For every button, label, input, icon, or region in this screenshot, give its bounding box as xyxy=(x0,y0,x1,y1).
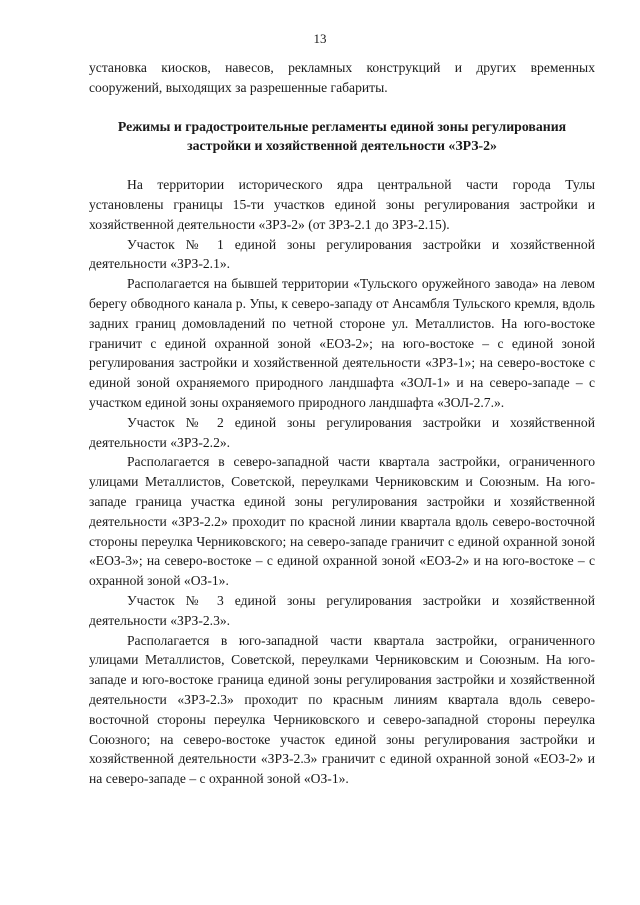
document-body xyxy=(89,58,595,789)
paragraph-plot-1-title: Участок № 1 единой зоны регулирования застройки и хозяйственной деятельности «ЗРЗ-2.1». xyxy=(89,236,595,272)
paragraph-plot-2-title: Участок № 2 единой зоны регулирования застройки и хозяйственной деятельности «ЗРЗ-2.2». xyxy=(89,414,595,450)
paragraph-plot-2-description: Располагается в северо-западной части квартала застройки, ограниченного улицами Металлистов, Советской, переулками Черниковским и Союзным. На юго-западе граница участка единой зоны регулирования застройки и хозяйственной деятельности «ЗРЗ-2.2» проходит по красной линии квартала вдоль северо-восточной стороны переулка Черниковского; на северо-западе граничит с единой охранной зоной «ЕОЗ-3»; на северо-востоке – с единой охранной зоной «ЕОЗ-2» и на юго-востоке – с охранной зоной «ОЗ-1». xyxy=(89,454,595,589)
paragraph-plot-3-title: Участок № 3 единой зоны регулирования застройки и хозяйственной деятельности «ЗРЗ-2.3». xyxy=(89,592,595,628)
paragraph-territory: На территории исторического ядра центральной части города Тулы установлены границы 15-ти участков единой зоны регулирования застройки и хозяйственной деятельности «ЗРЗ-2» (от ЗРЗ-2.1 до ЗРЗ-2.15). xyxy=(89,177,595,232)
section-heading: Режимы и градостроительные регламенты единой зоны регулирования застройки и хозяйственной деятельности «ЗРЗ-2» xyxy=(117,118,567,154)
page-number: 13 xyxy=(313,31,327,46)
paragraph-plot-3-description: Располагается в юго-западной части квартала застройки, ограниченного улицами Металлистов, Советской, переулками Черниковским и Союзным. На юго-западе и юго-востоке граница единой зоны регулирования застройки и хозяйственной деятельности «ЗРЗ-2.3» проходит по красным линиям квартала вдоль северо-восточной стороны переулка Черниковского и северо-западной стороны переулка Союзного; на северо-востоке участок единой зоны регулирования застройки и хозяйственной деятельности «ЗРЗ-2.3» граничит с единой охранной зоной «ЕОЗ-2» и на северо-западе – с охранной зоной «ОЗ-1». xyxy=(89,632,595,787)
intro-continuation-paragraph: установка киосков, навесов, рекламных конструкций и других временных сооружений, выходящих за разрешенные габариты. xyxy=(89,60,595,95)
paragraph-plot-1-description: Располагается на бывшей территории «Тульского оружейного завода» на левом берегу обводного канала р. Упы, к северо-западу от Ансамбля Тульского кремля, вдоль задних границ домовладений по четной стороне ул. Металлистов. На юго-востоке граничит с единой охранной зоной «ЕОЗ-2»; на юго-востоке – с единой зоной регулирования застройки и хозяйственной деятельности «ЗРЗ-1»; на северо-востоке с единой зоной охраняемого природного ландшафта «ЗОЛ-1» и на северо-западе – с участком единой зоны охраняемого природного ландшафта «ЗОЛ-2.7.». xyxy=(89,276,595,410)
